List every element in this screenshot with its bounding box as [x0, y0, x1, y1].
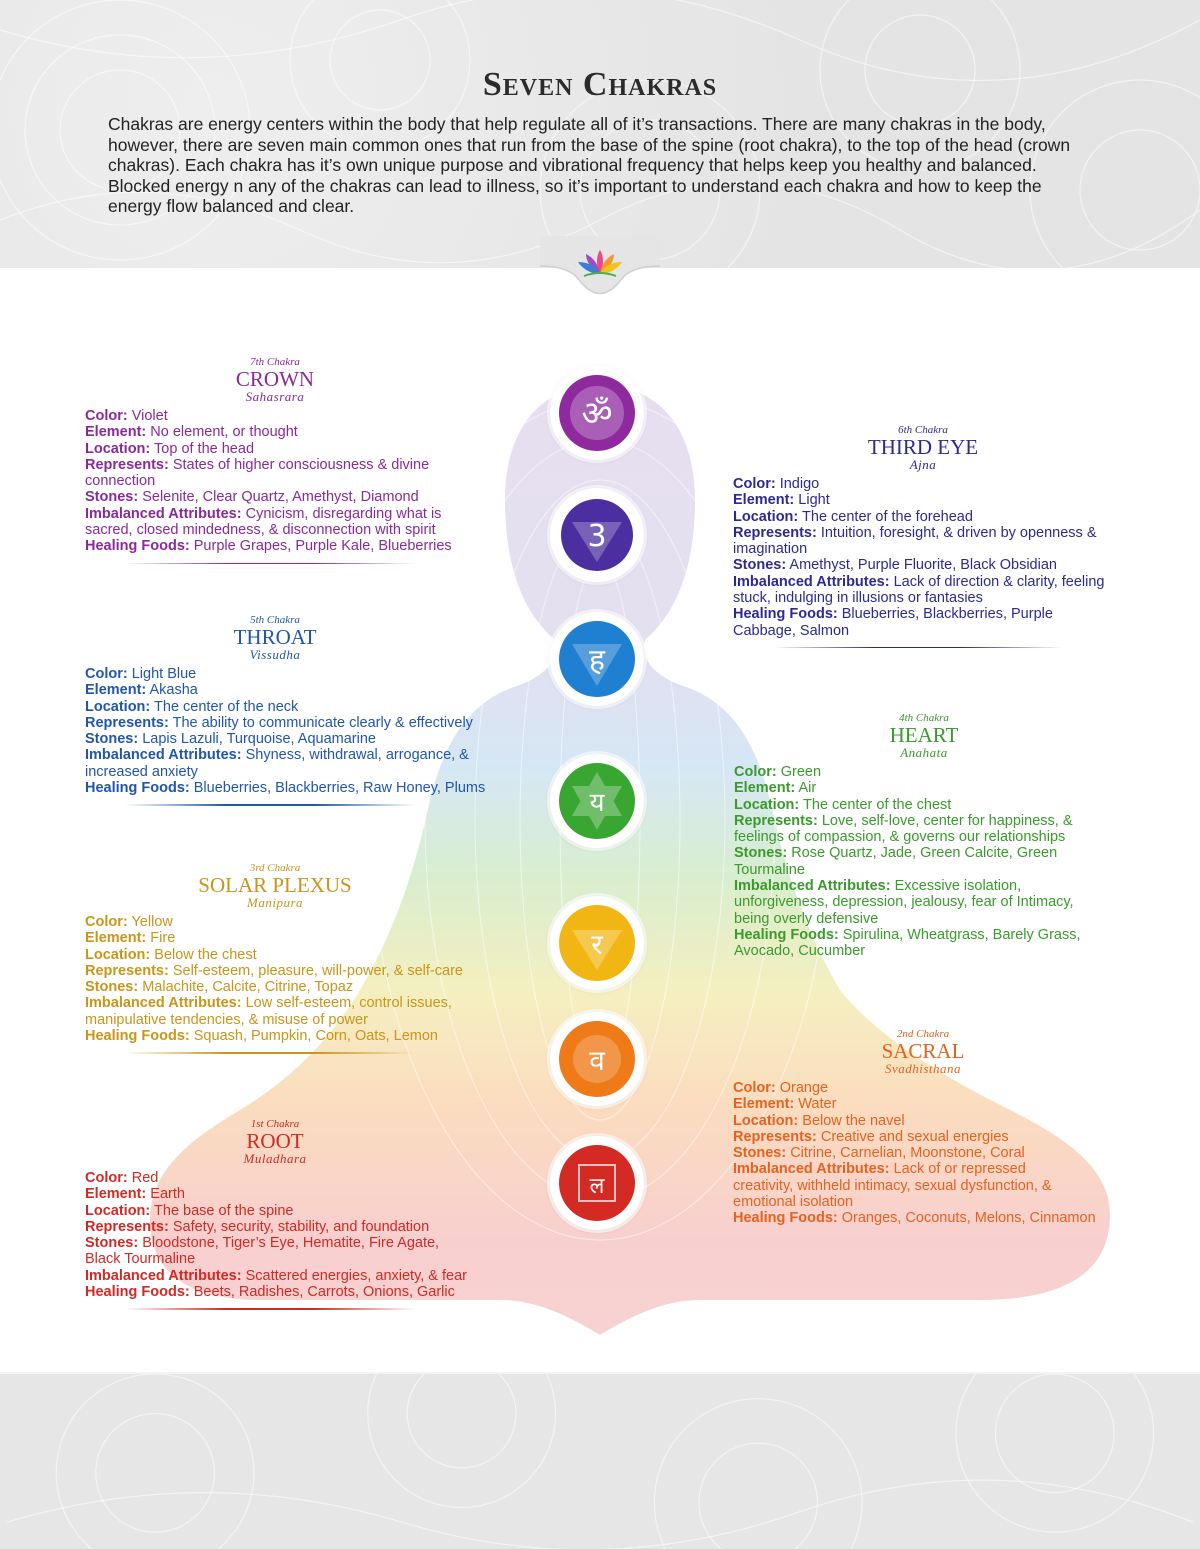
- represents-row: Represents: Love, self-love, center for happiness, & feelings of compassion, & governs our relationships: [734, 812, 1073, 846]
- root-chakra-symbol: [550, 1136, 644, 1230]
- solar-plexus-chakra-symbol: [550, 896, 644, 990]
- heart-info: [734, 712, 1104, 960]
- svg-text:र: र: [591, 928, 603, 961]
- chakra-sanskrit: Ajna: [909, 457, 937, 472]
- throat-info: [85, 614, 515, 806]
- element-row: Element: Light: [733, 492, 830, 509]
- color-row: Color: Violet: [85, 408, 168, 424]
- root-lotus-icon: [550, 1136, 644, 1230]
- color-row: Color: Orange: [733, 1080, 829, 1096]
- svg-text:य: य: [589, 788, 605, 818]
- imbalanced-row: Imbalanced Attributes: Excessive isolation, unforgiveness, depression, jealousy, fear of Intimacy, being overly defensive: [734, 878, 1074, 927]
- foods-row: Healing Foods: Beets, Radishes, Carrots, Onions, Garlic: [85, 1284, 455, 1301]
- intro-paragraph: Chakras are energy centers within the body that help regulate all of it’s transactions. There are many chakras in the body, however, there are seven main common ones that run from the base of the spine (root chakra), to the top of the head (crown chakras). Each chakra has it’s own unique purpose and vibrational frequency that helps keep you healthy and balanced. Blocked energy n any of the chakras can lead to illness, so it’s important to understand each chakra and how to keep the energy flow balanced and clear.: [108, 114, 1071, 216]
- crown-info: [85, 356, 485, 564]
- location-row: Location: The base of the spine: [85, 1202, 294, 1219]
- imbalanced-row: Imbalanced Attributes: Lack of direction & clarity, feeling stuck, indulging in illusions or fantasies: [733, 573, 1105, 607]
- chakra-number: 6th Chakra: [898, 424, 948, 436]
- chakra-number: 3rd Chakra: [249, 862, 301, 874]
- stones-row: Stones: Malachite, Calcite, Citrine, Topaz: [85, 979, 354, 996]
- element-row: Element: Water: [733, 1096, 837, 1113]
- svg-text:ॐ: ॐ: [581, 394, 613, 434]
- location-row: Location: Below the chest: [85, 946, 257, 963]
- footer-band: [0, 1372, 1200, 1549]
- third-eye-lotus-icon: [550, 488, 644, 582]
- divider-rule: [125, 563, 415, 565]
- represents-row: Represents: Creative and sexual energies: [733, 1128, 1009, 1145]
- location-row: Location: Below the navel: [733, 1112, 905, 1129]
- stones-row: Stones: Bloodstone, Tiger’s Eye, Hematite, Fire Agate, Black Tourmaline: [85, 1235, 440, 1268]
- divider-rule: [773, 647, 1063, 649]
- divider-rule: [125, 804, 415, 806]
- foods-row: Healing Foods: Squash, Pumpkin, Corn, Oats, Lemon: [85, 1028, 438, 1045]
- foods-row: Healing Foods: Blueberries, Blackberries, Raw Honey, Plums: [85, 780, 486, 797]
- element-row: Element: No element, or thought: [85, 424, 298, 441]
- throat-chakra-symbol: [550, 612, 644, 706]
- chakra-number: 5th Chakra: [250, 614, 300, 626]
- foods-row: Healing Foods: Oranges, Coconuts, Melons, Cinnamon: [733, 1210, 1096, 1227]
- chakra-name: HEART: [889, 723, 959, 747]
- stones-row: Stones: Amethyst, Purple Fluorite, Black Obsidian: [733, 557, 1057, 574]
- divider-rule: [125, 1308, 415, 1310]
- represents-row: Represents: Self-esteem, pleasure, will-power, & self-care: [85, 962, 463, 979]
- chakra-sanskrit: Manipura: [247, 895, 303, 910]
- svg-text:व: व: [589, 1044, 605, 1077]
- color-row: Color: Light Blue: [85, 666, 197, 682]
- solar-plexus-info: [85, 862, 485, 1054]
- location-row: Location: Top of the head: [85, 440, 255, 457]
- element-row: Element: Fire: [85, 930, 176, 947]
- color-row: Color: Green: [734, 764, 822, 780]
- chakra-name: ROOT: [246, 1129, 304, 1153]
- chakra-number: 2nd Chakra: [896, 1028, 950, 1040]
- sacral-info: [733, 1028, 1118, 1227]
- foods-row: Healing Foods: Spirulina, Wheatgrass, Barely Grass, Avocado, Cucumber: [734, 926, 1081, 960]
- color-row: Color: Indigo: [733, 476, 820, 492]
- element-row: Element: Air: [734, 780, 817, 797]
- heart-lotus-icon: [550, 754, 644, 848]
- svg-text:ल: ल: [589, 1174, 605, 1199]
- foods-row: Healing Foods: Purple Grapes, Purple Kale, Blueberries: [85, 538, 452, 555]
- root-info: [85, 1118, 485, 1310]
- element-row: Element: Akasha: [85, 682, 198, 699]
- third-eye-info: [733, 424, 1113, 648]
- third-eye-chakra-symbol: [550, 488, 644, 582]
- crown-lotus-icon: [550, 366, 644, 460]
- location-row: Location: The center of the neck: [85, 698, 299, 715]
- svg-text:ह: ह: [589, 643, 605, 678]
- represents-row: Represents: The ability to communicate clearly & effectively: [85, 714, 473, 731]
- element-row: Element: Earth: [85, 1186, 185, 1203]
- stones-row: Stones: Rose Quartz, Jade, Green Calcite, Green Tourmaline: [734, 845, 1058, 878]
- divider-rule: [125, 1052, 415, 1054]
- sacral-lotus-icon: [550, 1012, 644, 1106]
- lotus-divider: [540, 236, 660, 300]
- chakra-name: THIRD EYE: [867, 435, 979, 459]
- sacral-chakra-symbol: [550, 1012, 644, 1106]
- chakra-name: SACRAL: [881, 1039, 965, 1063]
- imbalanced-row: Imbalanced Attributes: Scattered energies, anxiety, & fear: [85, 1267, 467, 1284]
- mandala-pattern-icon: [0, 1374, 1200, 1549]
- chakra-sanskrit: Svadhisthana: [884, 1061, 962, 1076]
- chakra-sanskrit: Sahasrara: [245, 389, 305, 404]
- chakra-name: SOLAR PLEXUS: [198, 873, 352, 897]
- chakra-name: CROWN: [235, 367, 315, 391]
- color-row: Color: Red: [85, 1170, 159, 1186]
- stones-row: Stones: Selenite, Clear Quartz, Amethyst, Diamond: [85, 489, 419, 506]
- represents-row: Represents: Safety, security, stability, and foundation: [85, 1218, 430, 1235]
- heart-chakra-symbol: [550, 754, 644, 848]
- foods-row: Healing Foods: Blueberries, Blackberries, Purple Cabbage, Salmon: [733, 606, 1053, 639]
- color-row: Color: Yellow: [85, 914, 173, 930]
- chakra-number: 7th Chakra: [250, 356, 300, 368]
- location-row: Location: The center of the chest: [734, 796, 952, 813]
- chakra-sanskrit: Vissudha: [249, 647, 301, 662]
- imbalanced-row: Imbalanced Attributes: Low self-esteem, control issues, manipulative tendencies, & misuse of power: [85, 995, 452, 1028]
- chakra-sanskrit: Muladhara: [243, 1151, 307, 1166]
- represents-row: Represents: Intuition, foresight, & driven by openness & imagination: [733, 524, 1097, 558]
- stones-row: Stones: Lapis Lazuli, Turquoise, Aquamarine: [85, 731, 376, 748]
- imbalanced-row: Imbalanced Attributes: Shyness, withdrawal, arrogance, & increased anxiety: [85, 747, 469, 780]
- location-row: Location: The center of the forehead: [733, 508, 973, 525]
- solar-plexus-lotus-icon: [550, 896, 644, 990]
- represents-row: Represents: States of higher consciousness & divine connection: [85, 456, 430, 490]
- throat-lotus-icon: [550, 612, 644, 706]
- chakra-number: 1st Chakra: [250, 1118, 300, 1130]
- page-title: Seven Chakras: [482, 66, 718, 103]
- chakra-number: 4th Chakra: [899, 712, 949, 724]
- imbalanced-row: Imbalanced Attributes: Lack of or repressed creativity, withheld intimacy, sexual dysfunction, & emotional isolation: [733, 1161, 1052, 1211]
- svg-text:3: 3: [587, 519, 607, 554]
- chakra-sanskrit: Anahata: [900, 745, 948, 760]
- stones-row: Stones: Citrine, Carnelian, Moonstone, Coral: [733, 1145, 1025, 1162]
- imbalanced-row: Imbalanced Attributes: Cynicism, disregarding what is sacred, closed mindedness, & disconnection with spirit: [85, 505, 442, 539]
- chakra-name: THROAT: [233, 625, 317, 649]
- crown-chakra-symbol: [550, 366, 644, 460]
